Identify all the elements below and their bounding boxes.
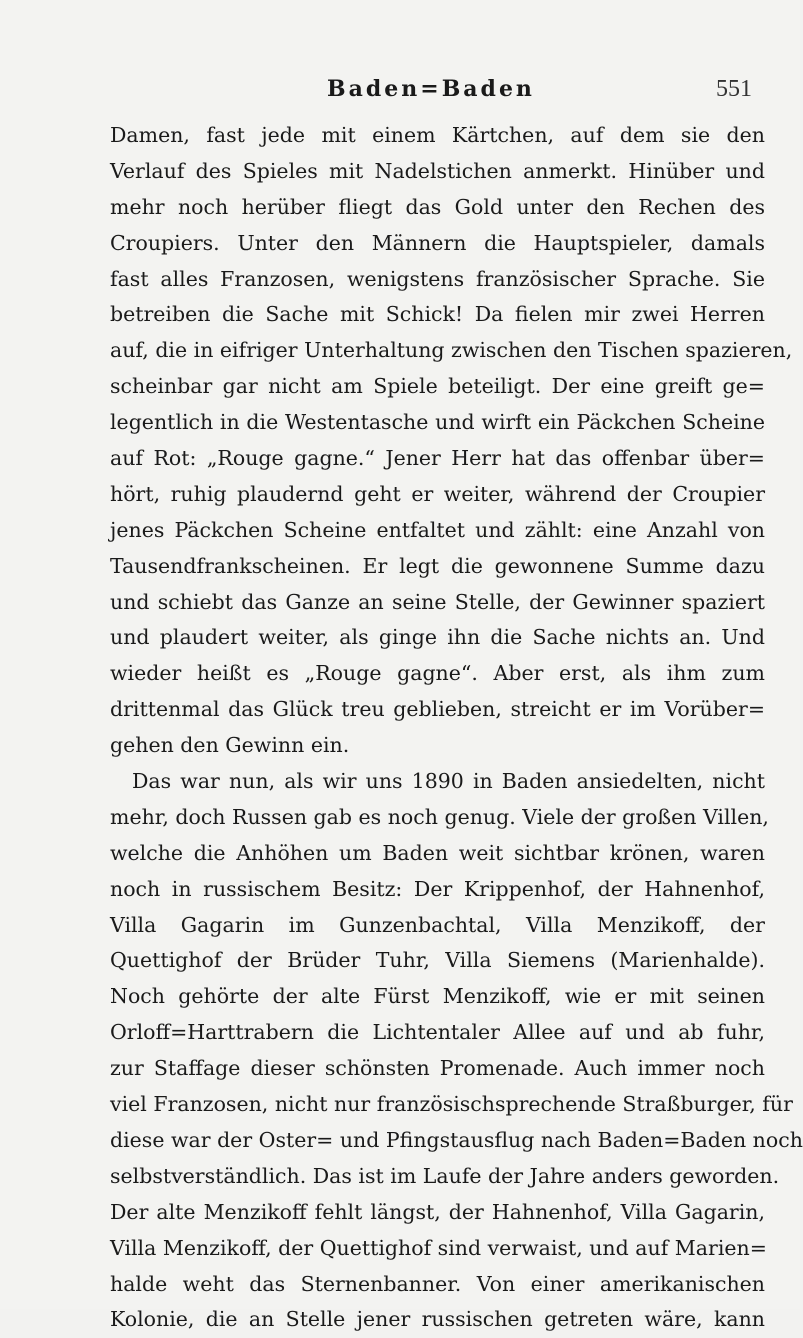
- text-line: Kolonie, die an Stelle jener russischen getreten wäre, kann: [110, 1307, 765, 1332]
- text-line: wieder heißt es „Rouge gagne“. Aber erst, als ihm zum: [110, 661, 765, 686]
- text-line: Noch gehörte der alte Fürst Menzikoff, wie er mit seinen: [110, 984, 765, 1009]
- text-line: und schiebt das Ganze an seine Stelle, der Gewinner spaziert: [110, 589, 765, 614]
- text-line: Das war nun, als wir uns 1890 in Baden ansiedelten, nicht: [132, 769, 765, 794]
- text-line: gehen den Gewinn ein.: [110, 733, 350, 758]
- page-header: [110, 76, 752, 116]
- text-line: mehr noch herüber fliegt das Gold unter den Rechen des: [110, 194, 765, 219]
- text-line: fast alles Franzosen, wenigstens französischer Sprache. Sie: [110, 266, 765, 291]
- text-line: zur Staffage dieser schönsten Promenade. Auch immer noch: [110, 1056, 765, 1081]
- text-line: auf Rot: „Rouge gagne.“ Jener Herr hat das offenbar über=: [110, 446, 765, 471]
- text-line: Villa Gagarin im Gunzenbachtal, Villa Menzikoff, der: [110, 912, 765, 937]
- text-line: viel Franzosen, nicht nur französischsprechende Straßburger, für: [110, 1092, 793, 1117]
- body-text: [110, 118, 803, 1338]
- text-line: Damen, fast jede mit einem Kärtchen, auf dem sie den: [110, 123, 765, 147]
- text-line: Der alte Menzikoff fehlt längst, der Hahnenhof, Villa Gagarin,: [110, 1199, 765, 1224]
- text-line: halde weht das Sternenbanner. Von einer amerikanischen: [110, 1271, 765, 1296]
- text-line: diese war der Oster= und Pfingstausflug nach Baden=Baden noch: [110, 1127, 803, 1152]
- text-line: Quettighof der Brüder Tuhr, Villa Siemens (Marienhalde).: [110, 948, 765, 973]
- text-line: noch in russischem Besitz: Der Krippenhof, der Hahnenhof,: [110, 876, 765, 901]
- text-line: hört, ruhig plaudernd geht er weiter, während der Croupier: [110, 481, 765, 506]
- text-line: jenes Päckchen Scheine entfaltet und zählt: eine Anzahl von: [110, 517, 765, 542]
- text-line: Villa Menzikoff, der Quettighof sind verwaist, und auf Marien=: [110, 1235, 767, 1260]
- text-line: auf, die in eifriger Unterhaltung zwischen den Tischen spazieren,: [110, 338, 793, 363]
- running-head: Baden=Baden: [327, 76, 535, 102]
- text-line: Orloff=Harttrabern die Lichtentaler Allee auf und ab fuhr,: [110, 1020, 765, 1045]
- text-line: betreiben die Sache mit Schick! Da fielen mir zwei Herren: [110, 302, 765, 327]
- text-line: selbstverständlich. Das ist im Laufe der Jahre anders geworden.: [110, 1163, 780, 1188]
- text-line: legentlich in die Westentasche und wirft ein Päckchen Scheine: [110, 410, 765, 435]
- text-line: und plaudert weiter, als ginge ihn die Sache nichts an. Und: [110, 625, 765, 650]
- text-line: mehr, doch Russen gab es noch genug. Viele der großen Villen,: [110, 804, 769, 829]
- text-line: drittenmal das Glück treu geblieben, streicht er im Vorüber=: [110, 697, 765, 722]
- text-line: Croupiers. Unter den Männern die Hauptspieler, damals: [110, 230, 765, 255]
- text-line: welche die Anhöhen um Baden weit sichtbar krönen, waren: [110, 840, 765, 865]
- text-line: scheinbar gar nicht am Spiele beteiligt. Der eine greift ge=: [110, 374, 765, 399]
- text-line: Tausendfrankscheinen. Er legt die gewonnene Summe dazu: [110, 553, 765, 578]
- page-number: 551: [716, 76, 752, 102]
- text-line: Verlauf des Spieles mit Nadelstichen anmerkt. Hinüber und: [110, 158, 765, 183]
